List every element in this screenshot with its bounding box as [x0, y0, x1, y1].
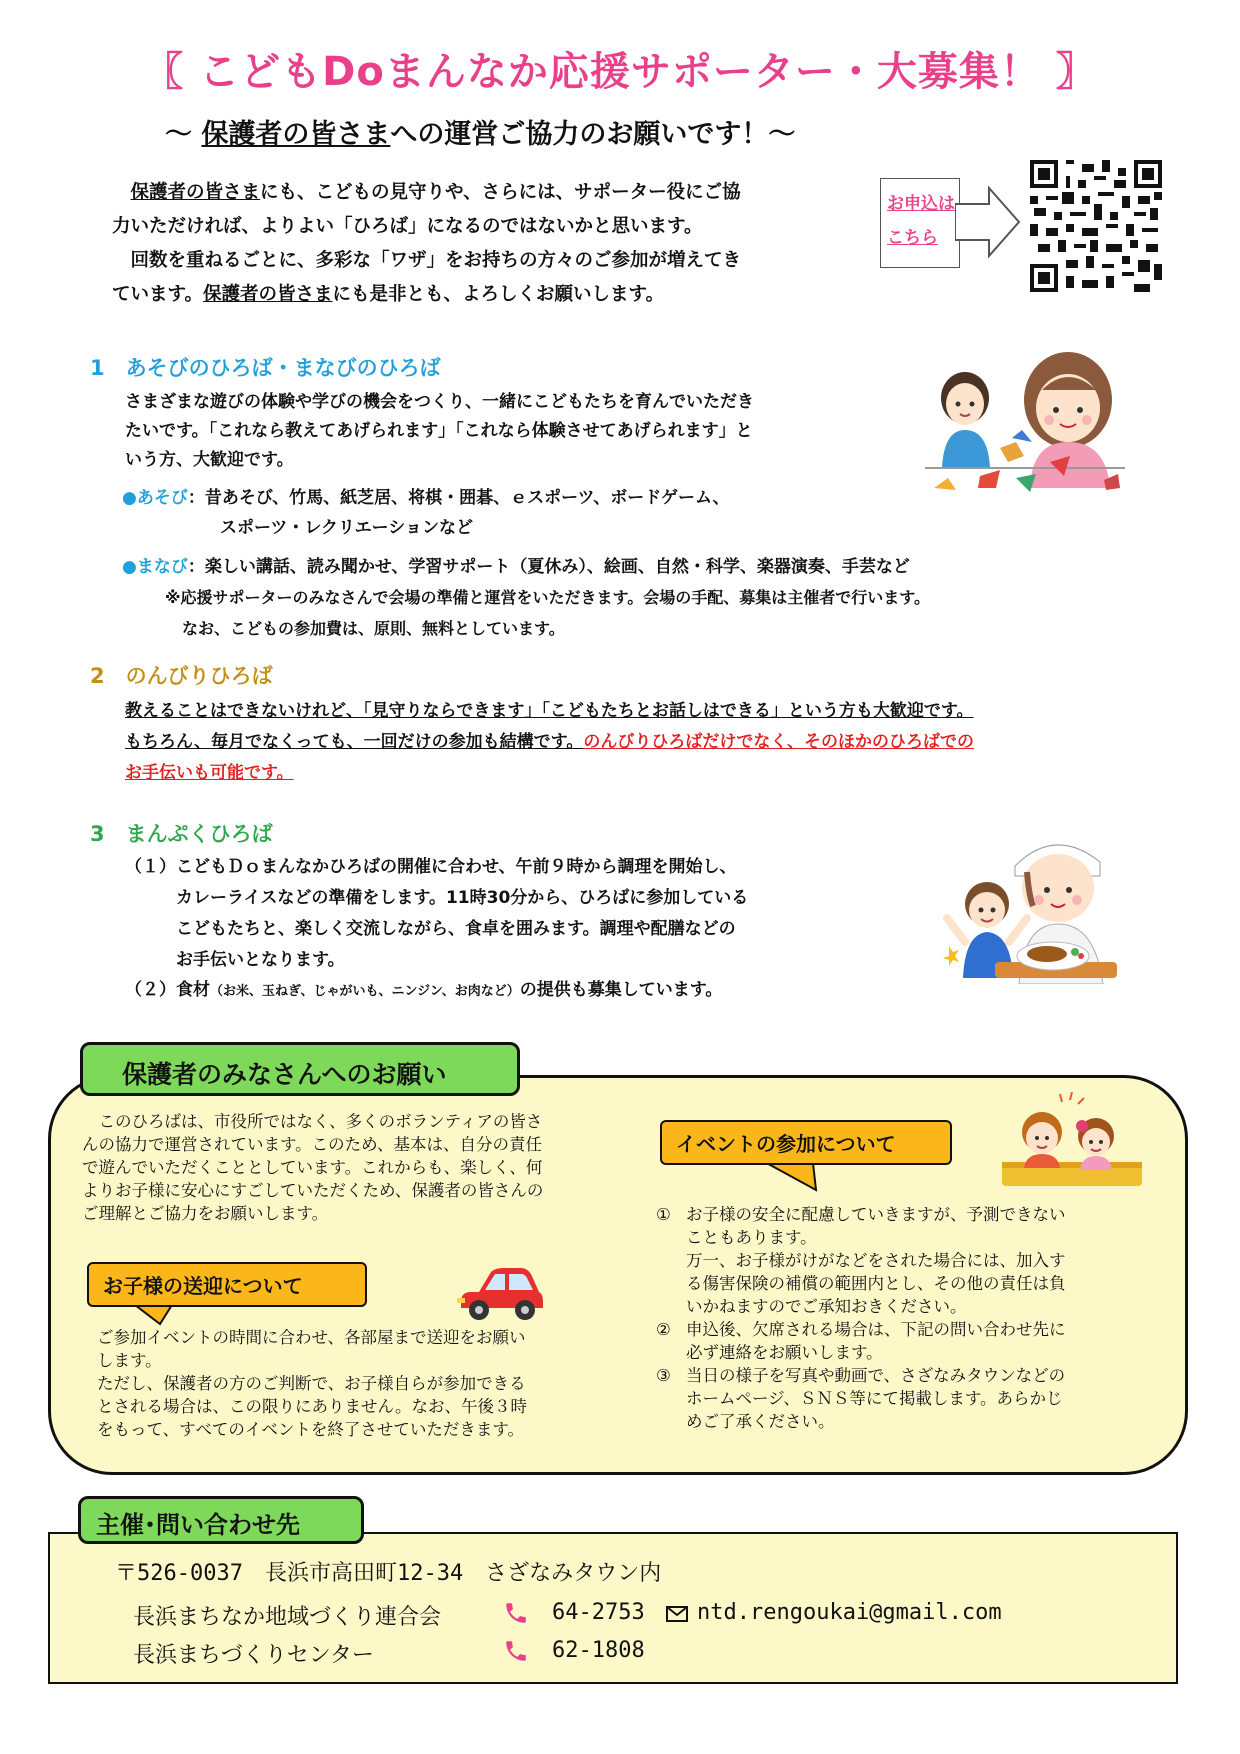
section1-note-1: ※応援サポーターのみなさんで会場の準備と運営をいただきます。会場の手配、募集は主催者で行います。: [165, 588, 930, 607]
asobi-text-2: スポーツ・レクリエーションなど: [220, 518, 473, 538]
phone-icon: [503, 1638, 529, 1664]
event-item-1-line-1: お子様の安全に配慮していきますが、予測できない: [686, 1205, 1066, 1224]
event-item-3-line-2: ホームページ、ＳＮＳ等にて掲載します。あらかじ: [686, 1389, 1063, 1408]
intro-paragraph: [112, 176, 832, 312]
intro-line-1: にも、こどもの見守りや、さらには、サポーター役にご協: [260, 182, 741, 203]
section1-line-1: さまざまな遊びの体験や学びの機会をつくり、一緒にこどもたちを育んでいただき: [125, 392, 754, 412]
request-line-4: よりお子様に安心にすごしていただくため、保護者の皆さんの: [82, 1181, 544, 1200]
contact-heading: 主催･問い合わせ先: [96, 1511, 300, 1539]
subtitle-suffix: への運営ご協力のお願いです！～: [390, 119, 796, 150]
contact-address: 〒526-0037 長浜市高田町12-34 さざなみタウン内: [115, 1561, 662, 1586]
subtitle-prefix: ～: [165, 119, 202, 150]
section-heading-manpuku: 3 まんぷくひろば: [90, 822, 273, 846]
contact-tel-2[interactable]: 62-1808: [552, 1638, 645, 1663]
section3-item2-post: の提供も募集しています。: [519, 980, 723, 1000]
contact-email[interactable]: ntd.rengoukai@gmail.com: [697, 1600, 1002, 1625]
intro-line-3: 回数を重ねるごとに、多彩な「ワザ」をお持ちの方々のご参加が増えてき: [130, 250, 742, 271]
section-heading-nonbiri: 2 のんびりひろば: [90, 664, 273, 688]
event-item-1-line-5: いかねますのでご承知おきください。: [686, 1297, 967, 1316]
subtitle-underlined: 保護者の皆さま: [201, 119, 391, 150]
apply-line-2: こちら: [887, 228, 938, 248]
section2-line-1: 教えることはできないけれど、「見守りならできます」「こどもたちとお話しはできる」という方も大歓迎です。: [125, 701, 974, 721]
origami-illustration: [920, 338, 1130, 498]
event-item-1-line-4: る傷害保険の補償の範囲内とし、その他の責任は負: [686, 1274, 1066, 1293]
section1-line-3: いう方、大歓迎です。: [125, 450, 294, 470]
manabi-text: ：楽しい講話、読み聞かせ、学習サポート（夏休み）、絵画、自然・科学、楽器演奏、手芸など: [187, 557, 910, 577]
section3-item2-pre: （２）食材: [125, 980, 210, 1000]
event-item-2-line-1: 申込後、欠席される場合は、下記の問い合わせ先に: [686, 1320, 1066, 1339]
pickup-line-1: ご参加イベントの時間に合わせ、各部屋まで送迎をお願い: [97, 1328, 526, 1347]
page-subtitle: [165, 112, 795, 151]
section1-note-2: なお、こどもの参加費は、原則、無料としています。: [182, 619, 565, 638]
pickup-body: [97, 1326, 617, 1441]
section-heading-asobi-manabi: 1 あそびのひろば・まなびのひろば: [90, 356, 441, 380]
event-item-1-line-2: こともあります。: [686, 1228, 817, 1247]
section3-item1-line-1: （１）こどもＤｏまんなかひろばの開催に合わせ、午前９時から調理を開始し、: [125, 857, 737, 877]
children-illustration: [996, 1092, 1146, 1192]
section2-line-2-red: のんびりひろばだけでなく、そのほかのひろばでの: [583, 732, 974, 752]
intro-line-4-pre: ています。: [112, 284, 204, 305]
contact-tel-1[interactable]: 64-2753: [552, 1600, 645, 1625]
section1-line-2: たいです。「これなら教えてあげられます」「これなら体験させてあげられます」と: [125, 421, 753, 441]
qr-code-icon[interactable]: [1030, 160, 1162, 292]
parent-request-heading: 保護者のみなさんへのお願い: [122, 1060, 447, 1089]
pickup-heading: お子様の送迎について: [87, 1262, 367, 1307]
intro-underlined-2: 保護者の皆さま: [203, 284, 333, 305]
mail-icon: [665, 1604, 689, 1624]
car-icon: [455, 1262, 545, 1324]
manabi-label: ●まなび: [122, 557, 188, 577]
manabi-list: [122, 553, 910, 582]
section3-item-2: [125, 976, 722, 1006]
phone-icon: [503, 1600, 529, 1626]
parent-request-body: [82, 1110, 622, 1225]
event-body: [656, 1203, 1136, 1433]
section2-line-2: もちろん、毎月でなくっても、一回だけの参加も結構です。: [125, 732, 584, 752]
request-line-2: んの協力で運営されています。このため、基本は、自分の責任: [82, 1135, 543, 1154]
intro-underlined-1: 保護者の皆さま: [130, 182, 261, 203]
contact-org-1: 長浜まちなか地域づくり連合会: [133, 1605, 442, 1630]
request-line-3: で遊んでいただくこととしています。これからも、楽しく、何: [82, 1158, 543, 1177]
event-heading: イベントの参加について: [660, 1120, 952, 1165]
cooking-illustration: [935, 826, 1125, 984]
event-item-1-number: ①: [656, 1205, 671, 1224]
asobi-list: [122, 484, 729, 513]
pickup-line-5: をもって、すべてのイベントを終了させていただきます。: [97, 1420, 525, 1439]
intro-line-2: 力いただければ、よりよい「ひろば」になるのではないかと思います。: [112, 216, 703, 237]
section3-item2-small: （お米、玉ねぎ、じゃがいも、ニンジン、お肉など）: [210, 984, 520, 999]
section1-body: [125, 388, 754, 475]
contact-org-2: 長浜まちづくりセンター: [133, 1643, 374, 1668]
section2-body: [125, 696, 974, 789]
apply-link[interactable]: [880, 178, 960, 268]
section3-item1-line-3: こどもたちと、楽しく交流しながら、食卓を囲みます。調理や配膳などの: [125, 919, 736, 939]
apply-line-1: お申込は: [887, 194, 955, 214]
section2-line-3-red: お手伝いも可能です。: [125, 763, 294, 783]
pickup-line-3: ただし、保護者の方のご判断で、お子様自らが参加できる: [97, 1374, 526, 1393]
asobi-label: ●あそび: [122, 488, 188, 508]
pickup-line-2: します。: [97, 1351, 162, 1370]
request-line-1: このひろばは、市役所ではなく、多くのボランティアの皆さ: [82, 1112, 543, 1131]
section3-item-1: [125, 852, 748, 976]
request-line-5: ご理解とご協力をお願いします。: [82, 1204, 329, 1223]
event-item-2-line-2: 必ず連絡をお願いします。: [686, 1343, 883, 1362]
section3-item1-line-4: お手伝いとなります。: [125, 950, 345, 970]
event-item-3-line-1: 当日の様子を写真や動画で、さざなみタウンなどの: [686, 1366, 1066, 1385]
asobi-text: ：昔あそび、竹馬、紙芝居、将棋・囲碁、ｅスポーツ、ボードゲーム、: [187, 488, 730, 508]
event-item-2-number: ②: [656, 1320, 671, 1339]
intro-line-4-post: にも是非とも、よろしくお願いします。: [332, 284, 665, 305]
event-item-3-line-3: めご了承ください。: [686, 1412, 835, 1431]
event-item-1-line-3: 万一、お子様がけがなどをされた場合には、加入す: [686, 1251, 1066, 1270]
pickup-line-4: とされる場合は、この限りにありません。なお、午後３時: [97, 1397, 527, 1416]
section3-item1-line-2: カレーライスなどの準備をします。11時30分から、ひろばに参加している: [125, 888, 749, 908]
event-item-3-number: ③: [656, 1366, 671, 1385]
right-arrow-icon: [955, 186, 1021, 258]
page-title: 〖 こどもDoまんなか応援サポーター・大募集！ 〗: [143, 49, 1097, 95]
